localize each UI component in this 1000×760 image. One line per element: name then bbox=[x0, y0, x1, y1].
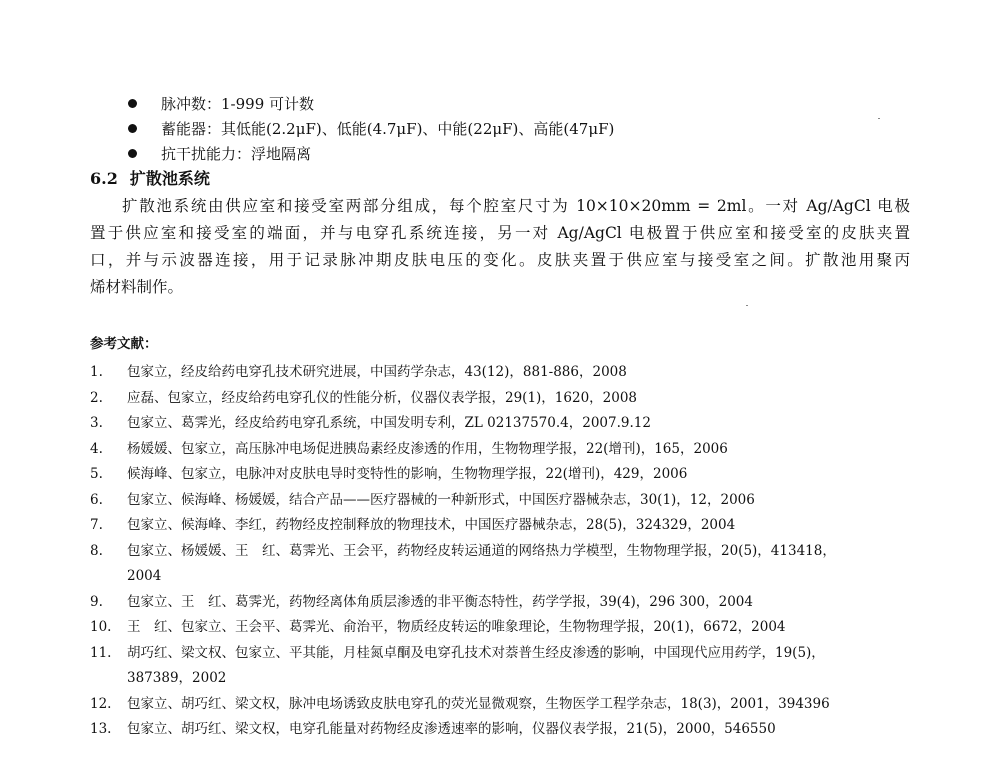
reference-number: 12. bbox=[90, 695, 112, 712]
bullet-text: 脉冲数：1-999 可计数 bbox=[161, 95, 315, 113]
reference-item bbox=[90, 513, 920, 539]
reference-text: 包家立、葛霁光，经皮给药电穿孔系统，中国发明专利，ZL 02137570.4，2007.9.12 bbox=[127, 415, 651, 431]
scan-speck bbox=[878, 118, 880, 119]
reference-text: 杨媛媛、包家立，高压脉冲电场促进胰岛素经皮渗透的作用，生物物理学报，22(增刊)，165，2006 bbox=[127, 440, 728, 457]
bullet-item bbox=[128, 142, 948, 167]
reference-text: 王 红、包家立、王会平、葛霁光、俞治平，物质经皮转运的唯象理论，生物物理学报，20(1)，6672，2004 bbox=[127, 619, 786, 635]
body-paragraph bbox=[90, 193, 910, 301]
reference-text: 包家立、胡巧红、梁文权，脉冲电场诱致皮肤电穿孔的荧光显微观察，生物医学工程学杂志，18(3)，2001，394396 bbox=[127, 695, 830, 712]
references-heading: 参考文献： bbox=[90, 336, 158, 352]
reference-item bbox=[90, 386, 920, 412]
bullet-item bbox=[128, 117, 948, 142]
reference-number: 6. bbox=[90, 491, 103, 508]
reference-number: 9. bbox=[90, 593, 103, 610]
reference-number: 10. bbox=[90, 619, 112, 635]
reference-number: 1. bbox=[90, 364, 103, 380]
bullet-dot-icon bbox=[128, 149, 137, 158]
reference-text: 包家立，经皮给药电穿孔技术研究进展，中国药学杂志，43(12)，881-886，2008 bbox=[127, 364, 627, 380]
reference-text: 候海峰、包家立，电脉冲对皮肤电导时变特性的影响，生物物理学报，22(增刊)，429，2006 bbox=[127, 466, 688, 482]
reference-number: 7. bbox=[90, 517, 103, 533]
reference-item bbox=[90, 692, 920, 718]
reference-item bbox=[90, 590, 920, 616]
bullet-text: 抗干扰能力：浮地隔离 bbox=[161, 145, 312, 163]
bullet-text: 蓄能器：其低能(2.2μF)、低能(4.7μF)、中能(22μF)、高能(47μF) bbox=[161, 120, 615, 138]
reference-text: 应磊、包家立，经皮给药电穿孔仪的性能分析，仪器仪表学报，29(1)，1620，2008 bbox=[127, 389, 638, 406]
reference-continuation: 2004 bbox=[127, 568, 162, 584]
reference-text: 包家立、候海峰、杨媛媛，结合产品——医疗器械的一种新形式，中国医疗器械杂志，30(1)，12，2006 bbox=[127, 491, 755, 508]
paragraph-line: 口，并与示波器连接，用于记录脉冲期皮肤电压的变化。皮肤夹置于供应室与接受室之间。扩散池用聚丙 bbox=[90, 251, 910, 269]
reference-text: 包家立、杨媛媛、王 红、葛霁光、王会平，药物经皮转运通道的网络热力学模型，生物物理学报，20(5)，413418， bbox=[127, 542, 836, 559]
paragraph-line: 扩散池系统由供应室和接受室两部分组成，每个腔室尺寸为 10×10×20mm = 2ml。一对 Ag/AgCl 电极 bbox=[122, 197, 910, 215]
references-list bbox=[90, 360, 920, 743]
reference-continuation: 387389，2002 bbox=[127, 670, 227, 686]
section-heading bbox=[90, 167, 210, 191]
reference-text: 包家立、王 红、葛霁光，药物经离体角质层渗透的非平衡态特性，药学学报，39(4)，296 300，2004 bbox=[127, 593, 753, 610]
bullet-item bbox=[128, 92, 948, 117]
reference-number: 3. bbox=[90, 415, 103, 431]
section-title: 扩散池系统 bbox=[129, 169, 210, 188]
reference-item bbox=[90, 462, 920, 488]
spec-bullet-list bbox=[128, 92, 948, 167]
bullet-dot-icon bbox=[128, 124, 137, 133]
reference-text: 包家立、胡巧红、梁文权，电穿孔能量对药物经皮渗透速率的影响，仪器仪表学报，21(5)，2000，546550 bbox=[127, 721, 776, 737]
reference-number: 11. bbox=[90, 644, 112, 661]
paragraph-line: 烯材料制作。 bbox=[90, 278, 184, 296]
reference-item bbox=[90, 641, 920, 692]
scan-speck bbox=[746, 305, 748, 306]
reference-item bbox=[90, 615, 920, 641]
reference-text: 包家立、候海峰、李红，药物经皮控制释放的物理技术，中国医疗器械杂志，28(5)，324329，2004 bbox=[127, 517, 736, 533]
reference-text: 胡巧红、梁文权、包家立、平其能，月桂氮卓酮及电穿孔技术对萘普生经皮渗透的影响，中国现代应用药学，19(5)， bbox=[127, 644, 825, 661]
section-number: 6.2 bbox=[90, 169, 118, 188]
reference-number: 4. bbox=[90, 440, 103, 457]
paragraph-line: 置于供应室和接受室的端面，并与电穿孔系统连接，另一对 Ag/AgCl 电极置于供应室和接受室的皮肤夹置 bbox=[90, 224, 910, 242]
reference-item bbox=[90, 360, 920, 386]
reference-item bbox=[90, 539, 920, 590]
reference-item bbox=[90, 411, 920, 437]
bullet-dot-icon bbox=[128, 99, 137, 108]
reference-number: 13. bbox=[90, 721, 112, 737]
reference-item bbox=[90, 437, 920, 463]
reference-number: 5. bbox=[90, 466, 103, 482]
reference-item bbox=[90, 717, 920, 743]
reference-number: 8. bbox=[90, 542, 103, 559]
reference-number: 2. bbox=[90, 389, 103, 406]
reference-item bbox=[90, 488, 920, 514]
